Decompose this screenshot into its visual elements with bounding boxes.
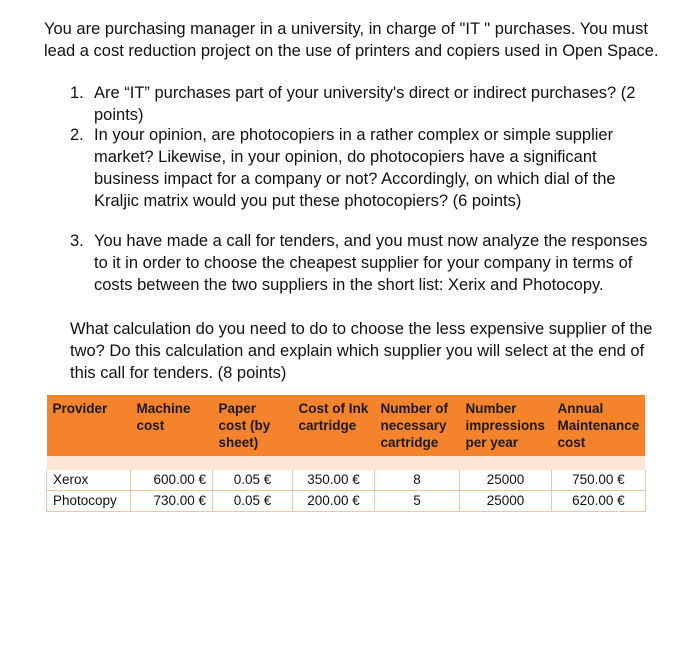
- question-number: 2.: [70, 126, 84, 144]
- cell-cartridges: 5: [375, 491, 460, 512]
- question-3: [70, 230, 660, 296]
- cell-ink-cost: 350.00 €: [293, 470, 375, 491]
- cell-ink-cost: 200.00 €: [293, 491, 375, 512]
- question-2: [70, 124, 660, 212]
- question-number: 1.: [70, 84, 84, 102]
- header-paper-cost: Paper cost (by sheet): [213, 395, 293, 456]
- table-row: [47, 470, 646, 491]
- question-1: [70, 82, 660, 126]
- header-maintenance: Annual Maintenance cost: [552, 395, 646, 456]
- cell-machine-cost: 730.00 €: [131, 491, 213, 512]
- header-cartridges: Number of necessary cartridge: [375, 395, 460, 456]
- cell-paper-cost: 0.05 €: [213, 491, 293, 512]
- header-provider: Provider: [47, 395, 131, 456]
- cell-cartridges: 8: [375, 470, 460, 491]
- question-text: You have made a call for tenders, and you must now analyze the responses to it in order to choose the cheapest supplier for your company in terms of costs between the two suppliers in the short list: Xerix and Photocopy.: [94, 232, 648, 294]
- header-impressions: Number impressions per year: [460, 395, 552, 456]
- header-machine-cost: Machine cost: [131, 395, 213, 456]
- cell-maintenance: 750.00 €: [552, 470, 646, 491]
- question-text: Are “IT” purchases part of your university's direct or indirect purchases? (2 points): [94, 84, 636, 124]
- cell-maintenance: 620.00 €: [552, 491, 646, 512]
- cell-provider: Photocopy: [47, 491, 131, 512]
- cell-paper-cost: 0.05 €: [213, 470, 293, 491]
- header-band: [47, 456, 646, 470]
- calculation-prompt: What calculation do you need to do to choose the less expensive supplier of the two? Do this calculation and explain which supplier you will select at the end of this call for tenders. (8 points): [70, 320, 653, 382]
- table-header-row: [47, 395, 646, 456]
- question-number: 3.: [70, 232, 84, 250]
- cell-machine-cost: 600.00 €: [131, 470, 213, 491]
- cell-impressions: 25000: [460, 491, 552, 512]
- table-row: [47, 491, 646, 512]
- question-text: In your opinion, are photocopiers in a rather complex or simple supplier market? Likewise, in your opinion, do photocopiers have a significant business impact for a company or not? Accordingly, on which dial of the Kraljic matrix would you put these photocopiers? (6 points): [94, 126, 616, 210]
- intro-paragraph: You are purchasing manager in a university, in charge of "IT " purchases. You must lead a cost reduction project on the use of printers and copiers used in Open Space.: [44, 20, 659, 60]
- cell-provider: Xerox: [47, 470, 131, 491]
- supplier-comparison-table: [46, 395, 646, 512]
- cell-impressions: 25000: [460, 470, 552, 491]
- header-ink-cost: Cost of Ink cartridge: [293, 395, 375, 456]
